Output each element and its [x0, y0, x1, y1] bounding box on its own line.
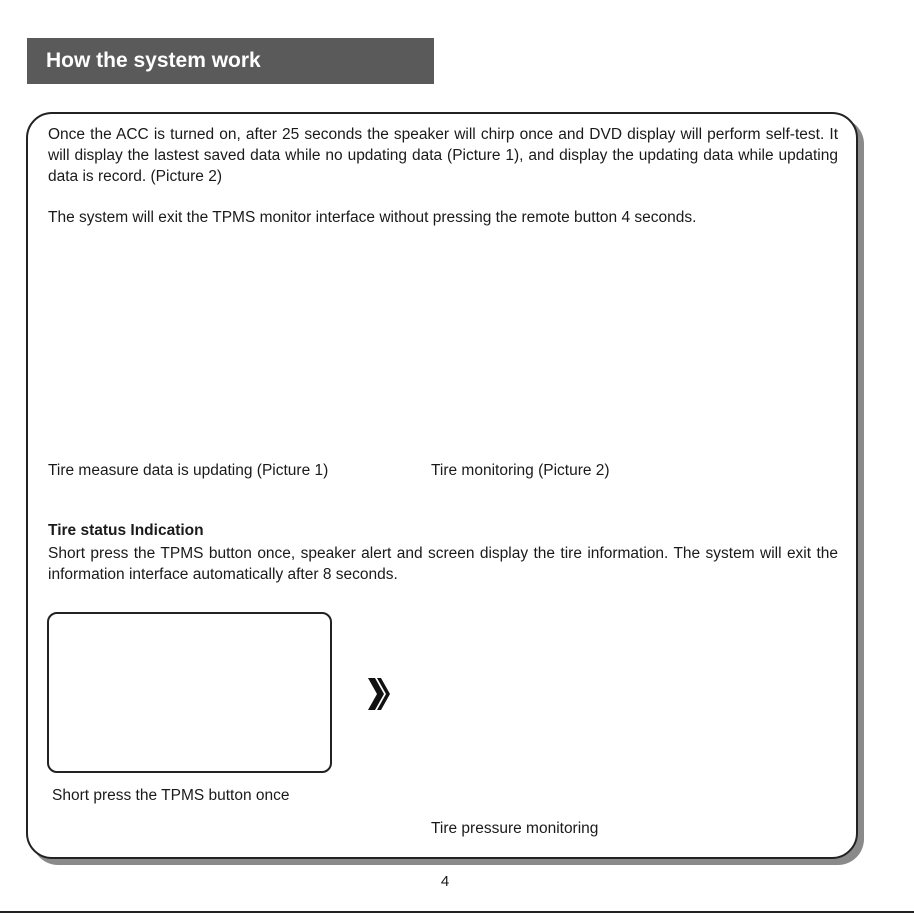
double-chevron-right-icon [366, 674, 392, 714]
section-title-bar [27, 38, 434, 84]
bottom-rule [0, 911, 914, 913]
tire-status-paragraph: Short press the TPMS button once, speaker alert and screen display the tire information. The system will exit the information interface automatically after 8 seconds. [48, 545, 838, 583]
tire-status-heading: Tire status Indication [48, 522, 204, 539]
tpms-screen-frame [47, 612, 332, 773]
intro-paragraph-1: Once the ACC is turned on, after 25 seconds the speaker will chirp once and DVD display will perform self-test. It will display the lastest saved data while no updating data (Picture 1), and display the updating data while updating data is record. (Picture 2) [48, 126, 838, 185]
page-number: 4 [440, 873, 450, 890]
picture-2-caption: Tire monitoring (Picture 2) [431, 462, 610, 479]
intro-paragraph-2: The system will exit the TPMS monitor interface without pressing the remote button 4 seconds. [48, 209, 697, 226]
tire-pressure-caption: Tire pressure monitoring [431, 820, 599, 837]
picture-1-caption: Tire measure data is updating (Picture 1) [48, 462, 329, 479]
tpms-press-caption: Short press the TPMS button once [52, 787, 290, 804]
section-title: How the system work [46, 49, 261, 72]
